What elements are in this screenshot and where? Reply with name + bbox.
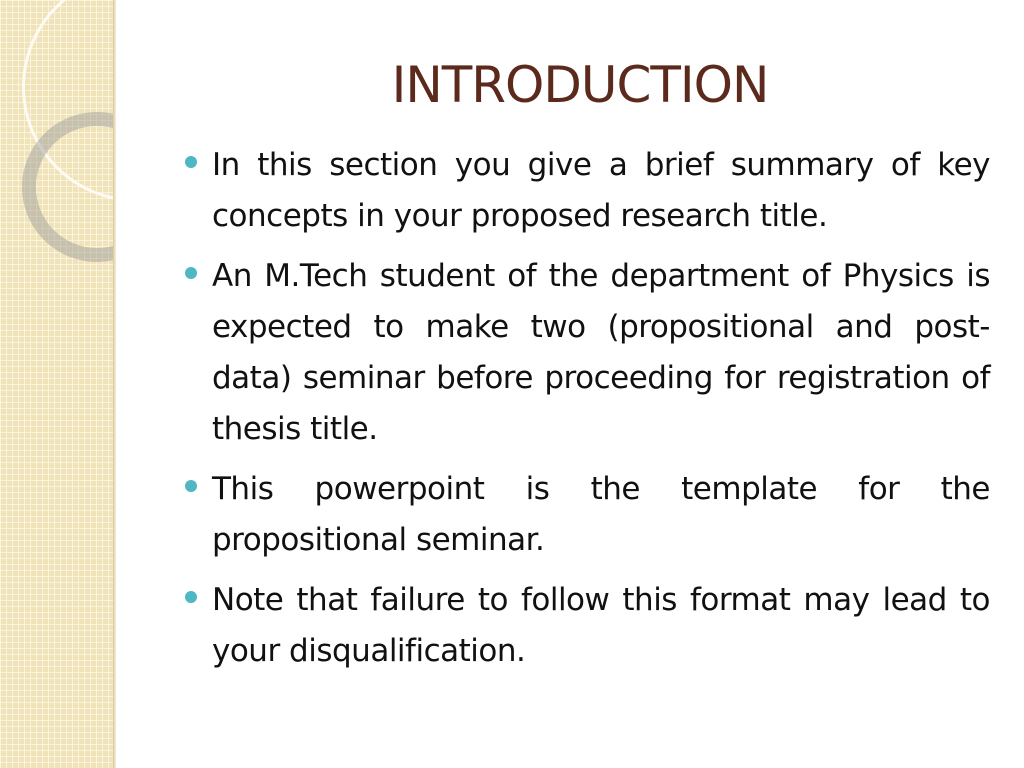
bullet-marker-icon [185,267,197,279]
bullet-text: In this section you give a brief summary of key concepts in your proposed research title. [212,147,990,234]
bullet-list [180,140,990,686]
slide-title: INTRODUCTION [391,56,769,114]
bullet-marker-icon [185,591,197,603]
side-panel-edge [113,0,116,768]
bullet-text: An M.Tech student of the department of Physics is expected to make two (propositional and post-data) seminar before proceeding for registration of thesis title. [212,258,990,447]
bullet-text: Note that failure to follow this format may lead to your disqualification. [212,582,990,669]
bullet-item [180,140,990,242]
bullet-item [180,575,990,677]
bullet-item [180,464,990,566]
bullet-marker-icon [185,156,197,168]
bullet-text: This powerpoint is the template for the propositional seminar. [212,471,990,558]
decorative-side-panel [0,0,113,768]
bullet-item [180,251,990,455]
bullet-marker-icon [185,480,197,492]
